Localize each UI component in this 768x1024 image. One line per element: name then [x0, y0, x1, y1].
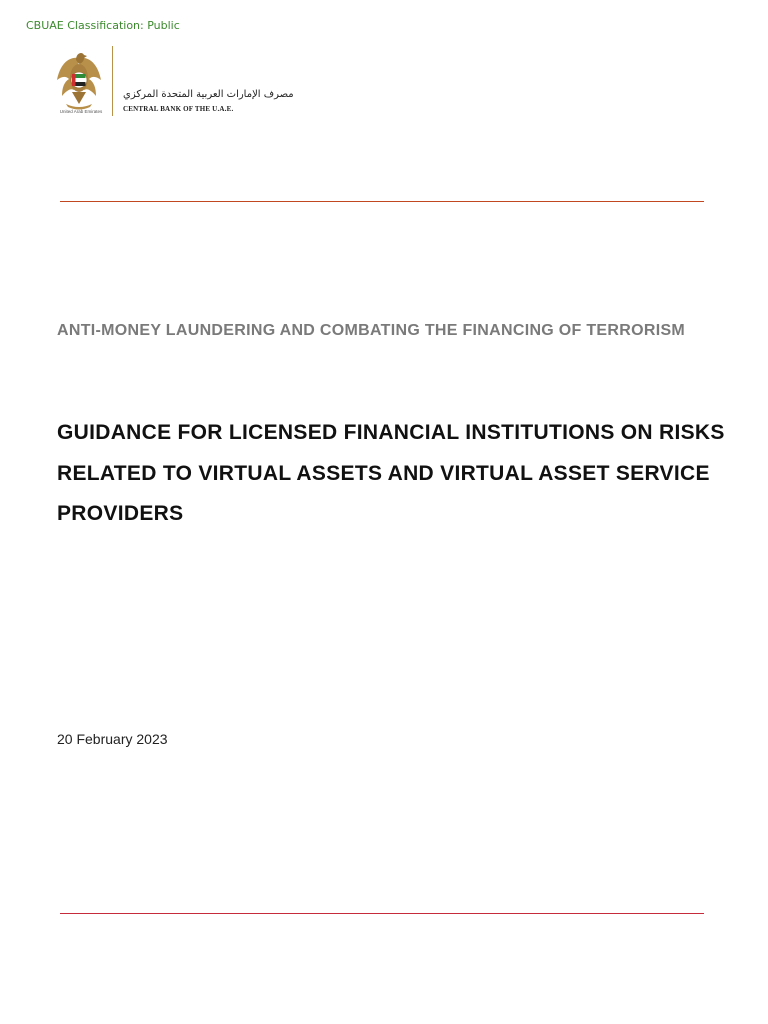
uae-falcon-emblem-icon [54, 46, 104, 118]
document-date: 20 February 2023 [57, 731, 168, 747]
document-title: GUIDANCE FOR LICENSED FINANCIAL INSTITUTIONS ON RISKS RELATED TO VIRTUAL ASSETS AND VIRTUAL ASSET SERVICE PROVIDERS [57, 421, 725, 525]
classification-label: CBUAE Classification: Public [26, 19, 180, 32]
bottom-divider-rule [60, 913, 704, 914]
logo-divider [112, 46, 113, 116]
emblem-caption: United Arab Emirates [59, 109, 103, 114]
bank-name-english: CENTRAL BANK OF THE U.A.E. [123, 105, 234, 113]
bank-name-arabic: مصرف الإمارات العربية المتحدة المركزي [123, 89, 294, 100]
central-bank-logo [54, 46, 294, 120]
document-subtitle: ANTI-MONEY LAUNDERING AND COMBATING THE FINANCING OF TERRORISM [57, 322, 686, 339]
top-divider-rule [60, 201, 704, 202]
